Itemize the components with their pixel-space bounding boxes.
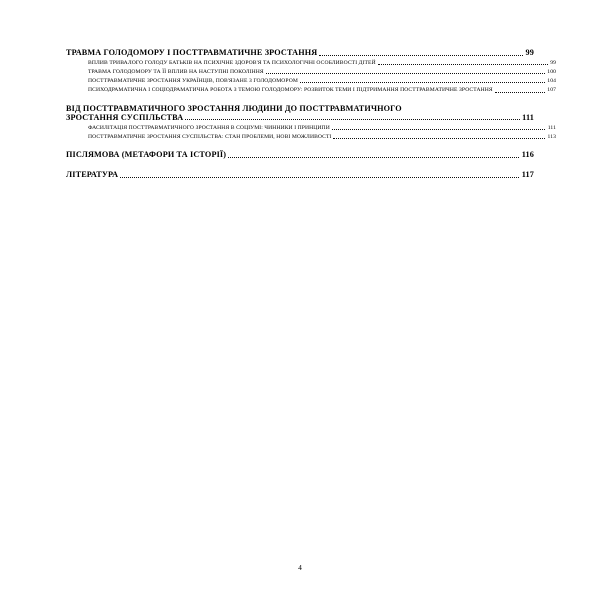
toc-entry-page: 111 bbox=[522, 113, 534, 123]
toc-entry[interactable] bbox=[66, 48, 534, 58]
toc-entry-title: ФАСИЛІТАЦІЯ ПОСТТРАВМАТИЧНОГО ЗРОСТАННЯ В СОЦІУМІ: ЧИННИКИ І ПРИНЦИПИ bbox=[88, 124, 330, 131]
toc-entry[interactable] bbox=[66, 60, 556, 67]
toc-entry-page: 113 bbox=[547, 133, 556, 140]
toc-leader bbox=[333, 138, 545, 139]
toc-entry[interactable] bbox=[66, 69, 556, 76]
toc-entry-page: 99 bbox=[550, 60, 556, 67]
table-of-contents bbox=[66, 48, 556, 180]
toc-entry-page: 117 bbox=[521, 169, 534, 179]
toc-entry-title: ПОСТТРАВМАТИЧНЕ ЗРОСТАННЯ УКРАЇНЦІВ, ПОВ'ЯЗАНЕ З ГОЛОДОМОРОМ bbox=[88, 78, 298, 85]
toc-entry-title: ЛІТЕРАТУРА bbox=[66, 169, 119, 179]
toc-leader bbox=[300, 82, 545, 83]
toc-entry-title: ПОСТТРАВМАТИЧНЕ ЗРОСТАННЯ СУСПІЛЬСТВА: СТАН ПРОБЛЕМИ, НОВІ МОЖЛИВОСТІ bbox=[88, 133, 332, 140]
toc-leader bbox=[266, 73, 545, 74]
toc-leader bbox=[319, 55, 523, 56]
toc-leader bbox=[120, 177, 519, 178]
toc-entry-title-line1: ВІД ПОСТТРАВМАТИЧНОГО ЗРОСТАННЯ ЛЮДИНИ ДО ПОСТТРАВМАТИЧНОГО bbox=[66, 104, 402, 114]
toc-entry-page: 99 bbox=[525, 48, 534, 57]
toc-entry[interactable] bbox=[66, 134, 556, 141]
toc-entry[interactable] bbox=[66, 125, 556, 132]
toc-leader bbox=[228, 157, 519, 158]
toc-entry[interactable] bbox=[66, 150, 534, 160]
toc-entry-page: 116 bbox=[521, 150, 534, 160]
toc-leader bbox=[185, 119, 519, 120]
page-number: 4 bbox=[298, 563, 302, 572]
toc-entry[interactable] bbox=[66, 170, 534, 180]
toc-entry-title: ПІСЛЯМОВА (МЕТАФОРИ ТА ІСТОРІЇ) bbox=[66, 150, 227, 160]
toc-entry-title-line2: ЗРОСТАННЯ СУСПІЛЬСТВА bbox=[66, 113, 184, 123]
toc-entry-title: ТРАВМА ГОЛОДОМОРУ ТА ЇЇ ВПЛИВ НА НАСТУПНІ ПОКОЛІННЯ bbox=[88, 69, 264, 76]
toc-entry[interactable] bbox=[66, 87, 556, 94]
toc-leader bbox=[495, 92, 545, 93]
toc-entry[interactable] bbox=[66, 78, 556, 85]
toc-entry-title: ПСИХОДРАМАТИЧНА І СОЦІОДРАМАТИЧНА РОБОТА З ТЕМОЮ ГОЛОДОМОРУ: РОЗВИТОК ТЕМИ І ПІДТРИМАННЯ ПОСТТРАВМАТИЧНЕ ЗРОСТАННЯ bbox=[88, 87, 493, 94]
toc-entry[interactable] bbox=[66, 104, 534, 122]
toc-entry-page: 104 bbox=[547, 78, 556, 85]
toc-entry-title: ВПЛИВ ТРИВАЛОГО ГОЛОДУ БАТЬКІВ НА ПСИХІЧНЕ ЗДОРОВ'Я ТА ПСИХОЛОГІЧНІ ОСОБЛИВОСТІ ДІТЕЙ bbox=[88, 60, 376, 67]
toc-entry-page: 111 bbox=[547, 124, 556, 131]
toc-entry-page: 107 bbox=[547, 87, 556, 94]
toc-entry-page: 100 bbox=[547, 69, 556, 76]
toc-leader bbox=[332, 129, 545, 130]
toc-leader bbox=[378, 64, 548, 65]
toc-entry-title: ТРАВМА ГОЛОДОМОРУ І ПОСТТРАВМАТИЧНЕ ЗРОСТАННЯ bbox=[66, 48, 318, 57]
